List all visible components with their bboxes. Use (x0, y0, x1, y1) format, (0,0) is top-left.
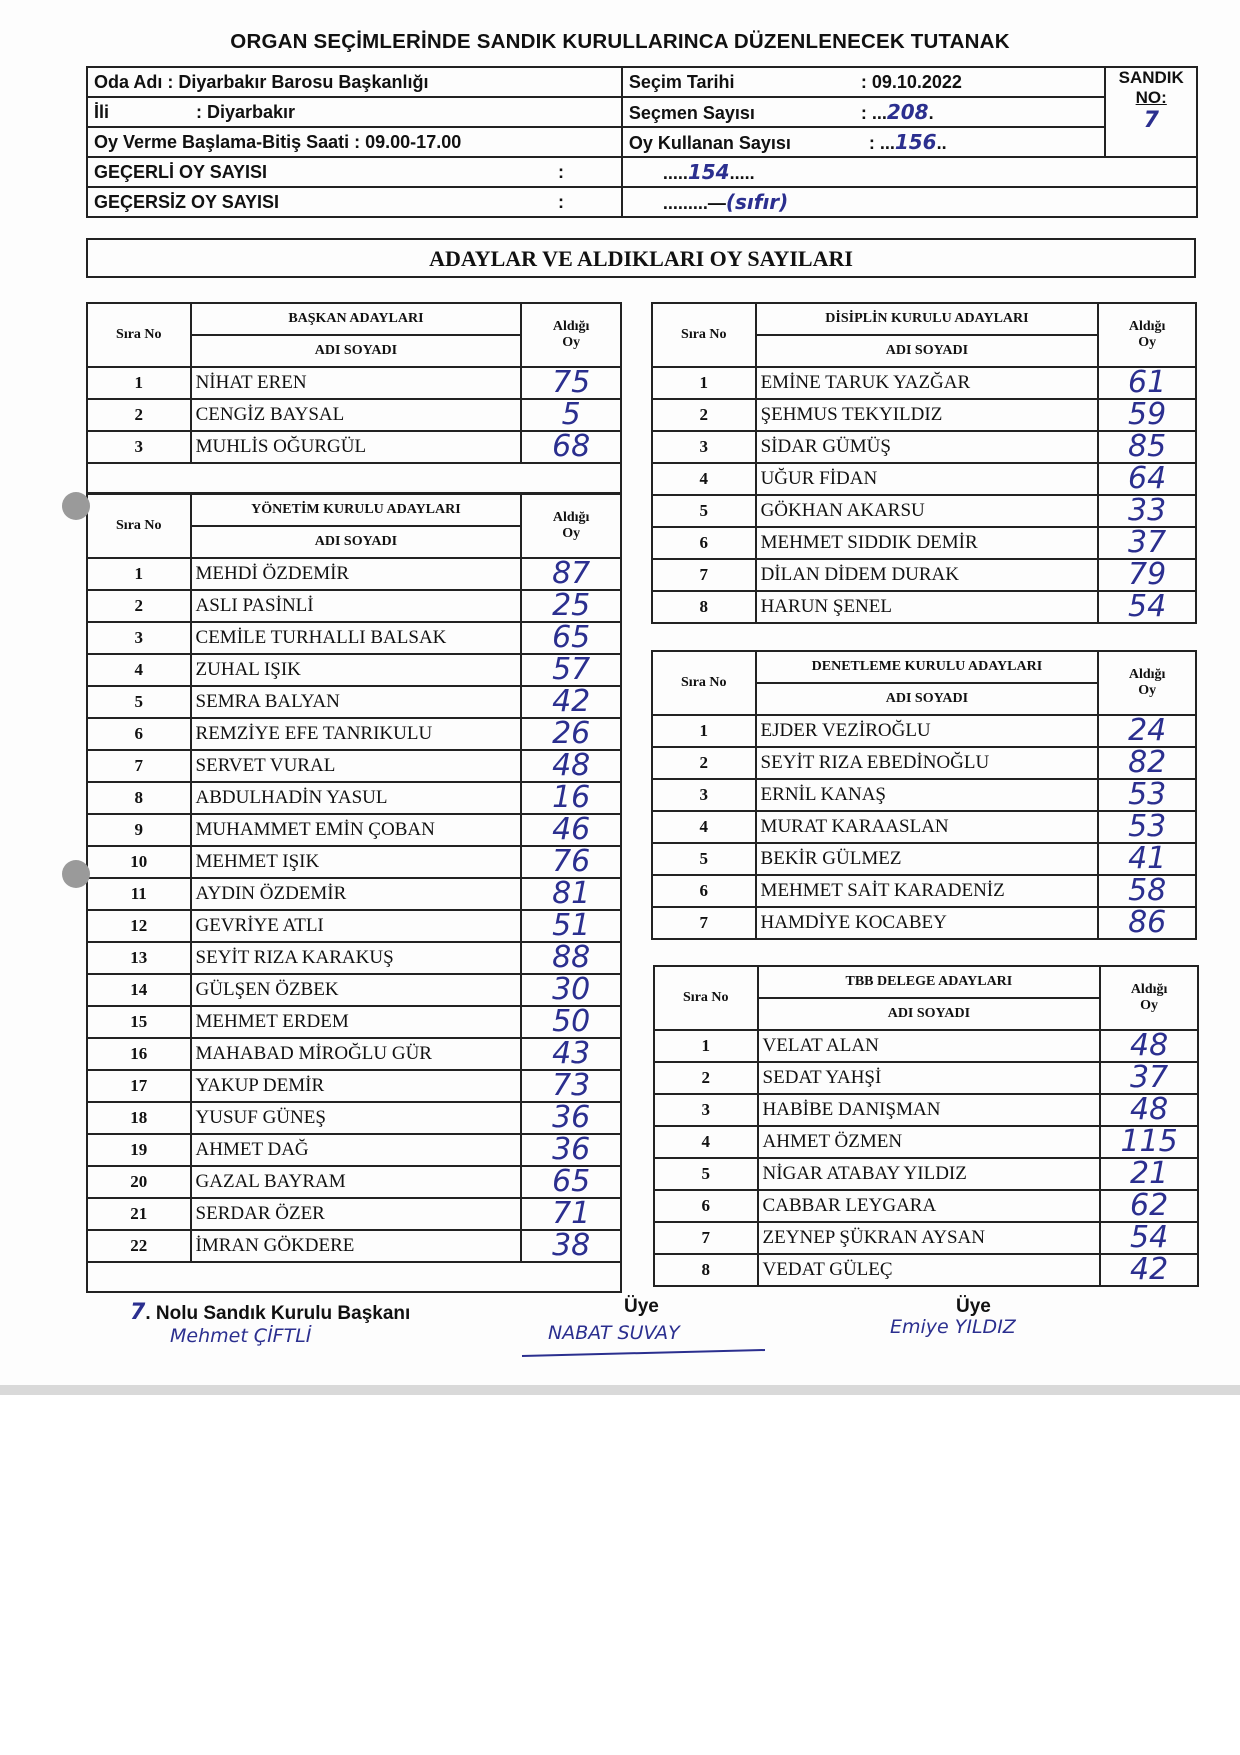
table-row (87, 1102, 621, 1134)
row-number: 7 (652, 907, 756, 939)
row-number: 3 (87, 431, 191, 463)
table-row (654, 1062, 1198, 1094)
vote-count: 33 (1098, 495, 1196, 527)
table-row (652, 559, 1196, 591)
vote-count: 25 (521, 590, 621, 622)
table-row (652, 399, 1196, 431)
vote-count: 64 (1098, 463, 1196, 495)
vote-count: 85 (1098, 431, 1196, 463)
row-number: 8 (87, 782, 191, 814)
vote-count: 42 (1100, 1254, 1198, 1286)
candidate-name: SERVET VURAL (191, 750, 522, 782)
candidate-name: GÜLŞEN ÖZBEK (191, 974, 522, 1006)
vote-count: 50 (521, 1006, 621, 1038)
table-row (87, 1038, 621, 1070)
row-number: 7 (87, 750, 191, 782)
candidate-name: ZUHAL IŞIK (191, 654, 522, 686)
oda-cell: Oda Adı : Diyarbakır Barosu Başkanlığı (87, 67, 622, 97)
member2-signature: Emiye YILDIZ (890, 1316, 1016, 1338)
table-row (654, 1126, 1198, 1158)
row-number: 15 (87, 1006, 191, 1038)
row-number: 4 (652, 811, 756, 843)
table-row (87, 782, 621, 814)
table-row (87, 974, 621, 1006)
table-row (87, 654, 621, 686)
vote-count: 59 (1098, 399, 1196, 431)
secim-tarihi-cell: Seçim Tarihi : 09.10.2022 (622, 67, 1106, 97)
vote-count: 42 (521, 686, 621, 718)
vote-count: 38 (521, 1230, 621, 1262)
row-number: 21 (87, 1198, 191, 1230)
candidate-name: YUSUF GÜNEŞ (191, 1102, 522, 1134)
candidate-name: SEMRA BALYAN (191, 686, 522, 718)
vote-count: 65 (521, 622, 621, 654)
vote-count: 86 (1098, 907, 1196, 939)
table-row (654, 1094, 1198, 1126)
table-row (652, 875, 1196, 907)
tbb-title: TBB DELEGE ADAYLARI (758, 966, 1101, 998)
member1-signature-line (520, 1344, 770, 1364)
candidate-name: SEDAT YAHŞİ (758, 1062, 1101, 1094)
candidate-name: EMİNE TARUK YAZĞAR (756, 367, 1099, 399)
table-row (652, 527, 1196, 559)
oy-kullanan-cell: Oy Kullanan Sayısı : ...156.. (622, 127, 1106, 157)
candidate-name: YAKUP DEMİR (191, 1070, 522, 1102)
table-row (87, 878, 621, 910)
row-number: 1 (87, 558, 191, 590)
table-row (87, 942, 621, 974)
vote-count: 30 (521, 974, 621, 1006)
candidate-name: AHMET ÖZMEN (758, 1126, 1101, 1158)
vote-count: 48 (1100, 1094, 1198, 1126)
yonetim-title: YÖNETİM KURULU ADAYLARI (191, 494, 522, 526)
candidate-name: SİDAR GÜMÜŞ (756, 431, 1099, 463)
vote-count: 36 (521, 1134, 621, 1166)
candidate-name: MEHMET ERDEM (191, 1006, 522, 1038)
president-signature: Mehmet ÇİFTLİ (170, 1325, 312, 1347)
candidate-name: AHMET DAĞ (191, 1134, 522, 1166)
row-number: 8 (652, 591, 756, 623)
table-row (654, 1030, 1198, 1062)
table-row (87, 367, 621, 399)
table-row (87, 814, 621, 846)
table-row (87, 910, 621, 942)
table-row (652, 495, 1196, 527)
row-number: 6 (654, 1190, 758, 1222)
oy-kullanan-value: 156 (894, 130, 937, 154)
table-row (87, 1006, 621, 1038)
gecerli-value: 154 (687, 160, 730, 184)
table-row (87, 1134, 621, 1166)
row-number: 9 (87, 814, 191, 846)
candidate-name: BEKİR GÜLMEZ (756, 843, 1099, 875)
candidate-name: AYDIN ÖZDEMİR (191, 878, 522, 910)
candidate-name: ABDULHADİN YASUL (191, 782, 522, 814)
baskan-title: BAŞKAN ADAYLARI (191, 303, 522, 335)
vote-count: 71 (521, 1198, 621, 1230)
row-number: 14 (87, 974, 191, 1006)
row-number: 7 (654, 1222, 758, 1254)
secmen-value: 208 (886, 100, 929, 124)
candidate-name: CENGİZ BAYSAL (191, 399, 522, 431)
table-row (87, 686, 621, 718)
secmen-cell: Seçmen Sayısı : ...208. (622, 97, 1106, 127)
row-number: 20 (87, 1166, 191, 1198)
row-number: 10 (87, 846, 191, 878)
vote-count: 58 (1098, 875, 1196, 907)
candidate-name: MEHMET SAİT KARADENİZ (756, 875, 1099, 907)
gecerli-value-cell: .....154..... (622, 157, 1197, 187)
row-number: 18 (87, 1102, 191, 1134)
vote-count: 53 (1098, 811, 1196, 843)
row-number: 17 (87, 1070, 191, 1102)
gecersiz-value-cell: .........—(sıfır) (622, 187, 1197, 217)
vote-count: 37 (1098, 527, 1196, 559)
vote-count: 5 (521, 399, 621, 431)
punch-hole-bottom (62, 860, 90, 888)
table-row (652, 747, 1196, 779)
candidate-name: GEVRİYE ATLI (191, 910, 522, 942)
tbb-table: Sıra No TBB DELEGE ADAYLARI Aldığı Oy ADI SOYADI 1 VELAT ALAN 48 2 SEDAT YAHŞİ 37 3 HABİBE DANIŞMAN 48 4 AHMET ÖZMEN 115 5 NİGAR ATABAY YILDIZ 21 6 CABBAR LEYGARA 62 7 ZEYNEP ŞÜKRAN AYSAN 54 8 VEDAT GÜLEÇ 42 (653, 965, 1199, 1287)
vote-count: 16 (521, 782, 621, 814)
candidate-name: İMRAN GÖKDERE (191, 1230, 522, 1262)
row-number: 5 (654, 1158, 758, 1190)
row-number: 2 (654, 1062, 758, 1094)
candidate-name: SERDAR ÖZER (191, 1198, 522, 1230)
row-number: 16 (87, 1038, 191, 1070)
vote-count: 73 (521, 1070, 621, 1102)
table-row (654, 1254, 1198, 1286)
row-number: 5 (87, 686, 191, 718)
member1-label: Üye (624, 1296, 659, 1317)
table-row (87, 622, 621, 654)
oda-value: Diyarbakır Barosu Başkanlığı (178, 71, 429, 92)
candidate-name: EJDER VEZİROĞLU (756, 715, 1099, 747)
president-label: 7. Nolu Sandık Kurulu Başkanı (130, 1300, 411, 1325)
row-number: 2 (87, 590, 191, 622)
vote-count: 48 (1100, 1030, 1198, 1062)
candidate-name: MEHMET SIDDIK DEMİR (756, 527, 1099, 559)
denetleme-table: Sıra No DENETLEME KURULU ADAYLARI Aldığı Oy ADI SOYADI 1 EJDER VEZİROĞLU 24 2 SEYİT RIZA EBEDİNOĞLU 82 3 ERNİL KANAŞ 53 4 MURAT KARAASLAN 53 5 BEKİR GÜLMEZ 41 6 MEHMET SAİT KARADENİZ 58 7 HAMDİYE KOCABEY 86 (651, 650, 1197, 940)
row-number: 2 (652, 747, 756, 779)
vote-count: 46 (521, 814, 621, 846)
gecerli-cell: GEÇERLİ OY SAYISI : (87, 157, 622, 187)
vote-count: 37 (1100, 1062, 1198, 1094)
table-row (652, 779, 1196, 811)
table-row (87, 1230, 621, 1262)
punch-hole-top (62, 492, 90, 520)
row-number: 6 (652, 527, 756, 559)
table-row (87, 590, 621, 622)
candidate-name: ZEYNEP ŞÜKRAN AYSAN (758, 1222, 1101, 1254)
vote-count: 68 (521, 431, 621, 463)
table-row (652, 591, 1196, 623)
row-number: 4 (87, 654, 191, 686)
vote-count: 54 (1098, 591, 1196, 623)
document-title: ORGAN SEÇİMLERİNDE SANDIK KURULLARINCA DÜZENLENECEK TUTANAK (230, 30, 1010, 53)
table-row (652, 367, 1196, 399)
saat-value: 09.00-17.00 (365, 131, 462, 152)
table-row (87, 1166, 621, 1198)
row-number: 6 (87, 718, 191, 750)
saat-cell: Oy Verme Başlama-Bitiş Saati : 09.00-17.00 (87, 127, 622, 157)
vote-count: 53 (1098, 779, 1196, 811)
row-number: 5 (652, 843, 756, 875)
vote-count: 41 (1098, 843, 1196, 875)
candidate-name: HARUN ŞENEL (756, 591, 1099, 623)
denetleme-title: DENETLEME KURULU ADAYLARI (756, 651, 1099, 683)
table-row (652, 715, 1196, 747)
candidate-name: MEHMET IŞIK (191, 846, 522, 878)
table-row (652, 431, 1196, 463)
candidate-name: NİHAT EREN (191, 367, 522, 399)
table-row (654, 1190, 1198, 1222)
table-row (652, 907, 1196, 939)
vote-count: 88 (521, 942, 621, 974)
row-number: 3 (652, 779, 756, 811)
row-number: 1 (652, 367, 756, 399)
vote-count: 81 (521, 878, 621, 910)
yonetim-table: Sıra No YÖNETİM KURULU ADAYLARI Aldığı Oy ADI SOYADI 1 MEHDİ ÖZDEMİR 87 2 ASLI PASİNLİ 25 3 CEMİLE TURHALLI BALSAK 65 4 ZUHAL IŞIK 57 5 SEMRA BALYAN 42 6 REMZİYE EFE TANRIKULU 26 7 SERVET VURAL 48 8 ABDULHADİN YASUL 16 9 MUHAMMET EMİN ÇOBAN 46 10 MEHMET IŞIK 76 11 AYDIN ÖZDEMİR 81 12 GEVRİYE ATLI 51 13 SEYİT RIZA KARAKUŞ 88 14 GÜLŞEN ÖZBEK 30 15 MEHMET ERDEM 50 16 MAHABAD MİROĞLU GÜR 43 17 YAKUP DEMİR 73 18 YUSUF GÜNEŞ 36 19 AHMET DAĞ 36 20 GAZAL BAYRAM 65 21 SERDAR ÖZER 71 22 İMRAN GÖKDERE 38 (86, 493, 622, 1293)
table-row (87, 718, 621, 750)
candidate-name: GAZAL BAYRAM (191, 1166, 522, 1198)
vote-count: 79 (1098, 559, 1196, 591)
vote-count: 51 (521, 910, 621, 942)
row-number: 1 (654, 1030, 758, 1062)
vote-count: 115 (1100, 1126, 1198, 1158)
candidate-name: ERNİL KANAŞ (756, 779, 1099, 811)
candidate-name: REMZİYE EFE TANRIKULU (191, 718, 522, 750)
candidate-name: MUHLİS OĞURGÜL (191, 431, 522, 463)
table-row (652, 843, 1196, 875)
table-row (87, 1070, 621, 1102)
row-number: 3 (654, 1094, 758, 1126)
candidate-name: HAMDİYE KOCABEY (756, 907, 1099, 939)
candidate-name: CABBAR LEYGARA (758, 1190, 1101, 1222)
candidate-name: ASLI PASİNLİ (191, 590, 522, 622)
row-number: 2 (652, 399, 756, 431)
row-number: 19 (87, 1134, 191, 1166)
row-number: 22 (87, 1230, 191, 1262)
vote-count: 87 (521, 558, 621, 590)
candidate-name: MEHDİ ÖZDEMİR (191, 558, 522, 590)
vote-count: 36 (521, 1102, 621, 1134)
vote-count: 54 (1100, 1222, 1198, 1254)
candidate-name: MAHABAD MİROĞLU GÜR (191, 1038, 522, 1070)
candidate-name: CEMİLE TURHALLI BALSAK (191, 622, 522, 654)
disiplin-table: Sıra No DİSİPLİN KURULU ADAYLARI Aldığı Oy ADI SOYADI 1 EMİNE TARUK YAZĞAR 61 2 ŞEHMUS TEKYILDIZ 59 3 SİDAR GÜMÜŞ 85 4 UĞUR FİDAN 64 5 GÖKHAN AKARSU 33 6 MEHMET SIDDIK DEMİR 37 7 DİLAN DİDEM DURAK 79 8 HARUN ŞENEL 54 (651, 302, 1197, 624)
vote-count: 61 (1098, 367, 1196, 399)
ili-value: : Diyarbakır (196, 101, 296, 122)
ili-cell: İli : Diyarbakır (87, 97, 622, 127)
sandik-no-value: 7 (1143, 108, 1159, 133)
row-number: 6 (652, 875, 756, 907)
row-number: 2 (87, 399, 191, 431)
row-number: 7 (652, 559, 756, 591)
candidate-name: NİGAR ATABAY YILDIZ (758, 1158, 1101, 1190)
table-row (87, 1198, 621, 1230)
vote-count: 62 (1100, 1190, 1198, 1222)
secim-tarihi-value: : 09.10.2022 (860, 71, 962, 92)
vote-count: 21 (1100, 1158, 1198, 1190)
candidate-name: SEYİT RIZA EBEDİNOĞLU (756, 747, 1099, 779)
vote-count: 26 (521, 718, 621, 750)
vote-count: 82 (1098, 747, 1196, 779)
vote-count: 43 (521, 1038, 621, 1070)
vote-count: 48 (521, 750, 621, 782)
disiplin-title: DİSİPLİN KURULU ADAYLARI (756, 303, 1099, 335)
row-number: 13 (87, 942, 191, 974)
member1-signature: NABAT SUVAY (548, 1322, 680, 1344)
candidate-name: ŞEHMUS TEKYILDIZ (756, 399, 1099, 431)
candidate-name: VEDAT GÜLEÇ (758, 1254, 1101, 1286)
row-number: 3 (87, 622, 191, 654)
table-row (87, 558, 621, 590)
gecersiz-cell: GEÇERSİZ OY SAYISI : (87, 187, 622, 217)
candidate-name: SEYİT RIZA KARAKUŞ (191, 942, 522, 974)
table-row (654, 1158, 1198, 1190)
candidate-name: HABİBE DANIŞMAN (758, 1094, 1101, 1126)
candidate-name: MUHAMMET EMİN ÇOBAN (191, 814, 522, 846)
row-number: 11 (87, 878, 191, 910)
table-row (87, 750, 621, 782)
gecersiz-value: (sıfır) (725, 190, 789, 214)
table-row (652, 811, 1196, 843)
candidate-name: UĞUR FİDAN (756, 463, 1099, 495)
row-number: 5 (652, 495, 756, 527)
header-table (86, 66, 1198, 218)
row-number: 1 (87, 367, 191, 399)
row-number: 4 (652, 463, 756, 495)
section-banner: ADAYLAR VE ALDIKLARI OY SAYILARI (86, 238, 1196, 278)
table-row (87, 431, 621, 463)
row-number: 3 (652, 431, 756, 463)
baskan-table: Sıra No BAŞKAN ADAYLARI Aldığı Oy ADI SOYADI 1 NİHAT EREN 75 2 CENGİZ BAYSAL 5 3 MUHLİS OĞURGÜL 68 (86, 302, 622, 494)
candidate-name: MURAT KARAASLAN (756, 811, 1099, 843)
candidate-name: DİLAN DİDEM DURAK (756, 559, 1099, 591)
table-row (652, 463, 1196, 495)
vote-count: 76 (521, 846, 621, 878)
row-number: 8 (654, 1254, 758, 1286)
sandik-no-cell: SANDIK NO: 7 (1105, 67, 1197, 157)
vote-count: 57 (521, 654, 621, 686)
member2-label: Üye (956, 1296, 991, 1317)
row-number: 12 (87, 910, 191, 942)
table-row (654, 1222, 1198, 1254)
vote-count: 24 (1098, 715, 1196, 747)
candidate-name: GÖKHAN AKARSU (756, 495, 1099, 527)
row-number: 4 (654, 1126, 758, 1158)
table-row (87, 399, 621, 431)
candidate-name: VELAT ALAN (758, 1030, 1101, 1062)
vote-count: 75 (521, 367, 621, 399)
table-row (87, 846, 621, 878)
row-number: 1 (652, 715, 756, 747)
vote-count: 65 (521, 1166, 621, 1198)
